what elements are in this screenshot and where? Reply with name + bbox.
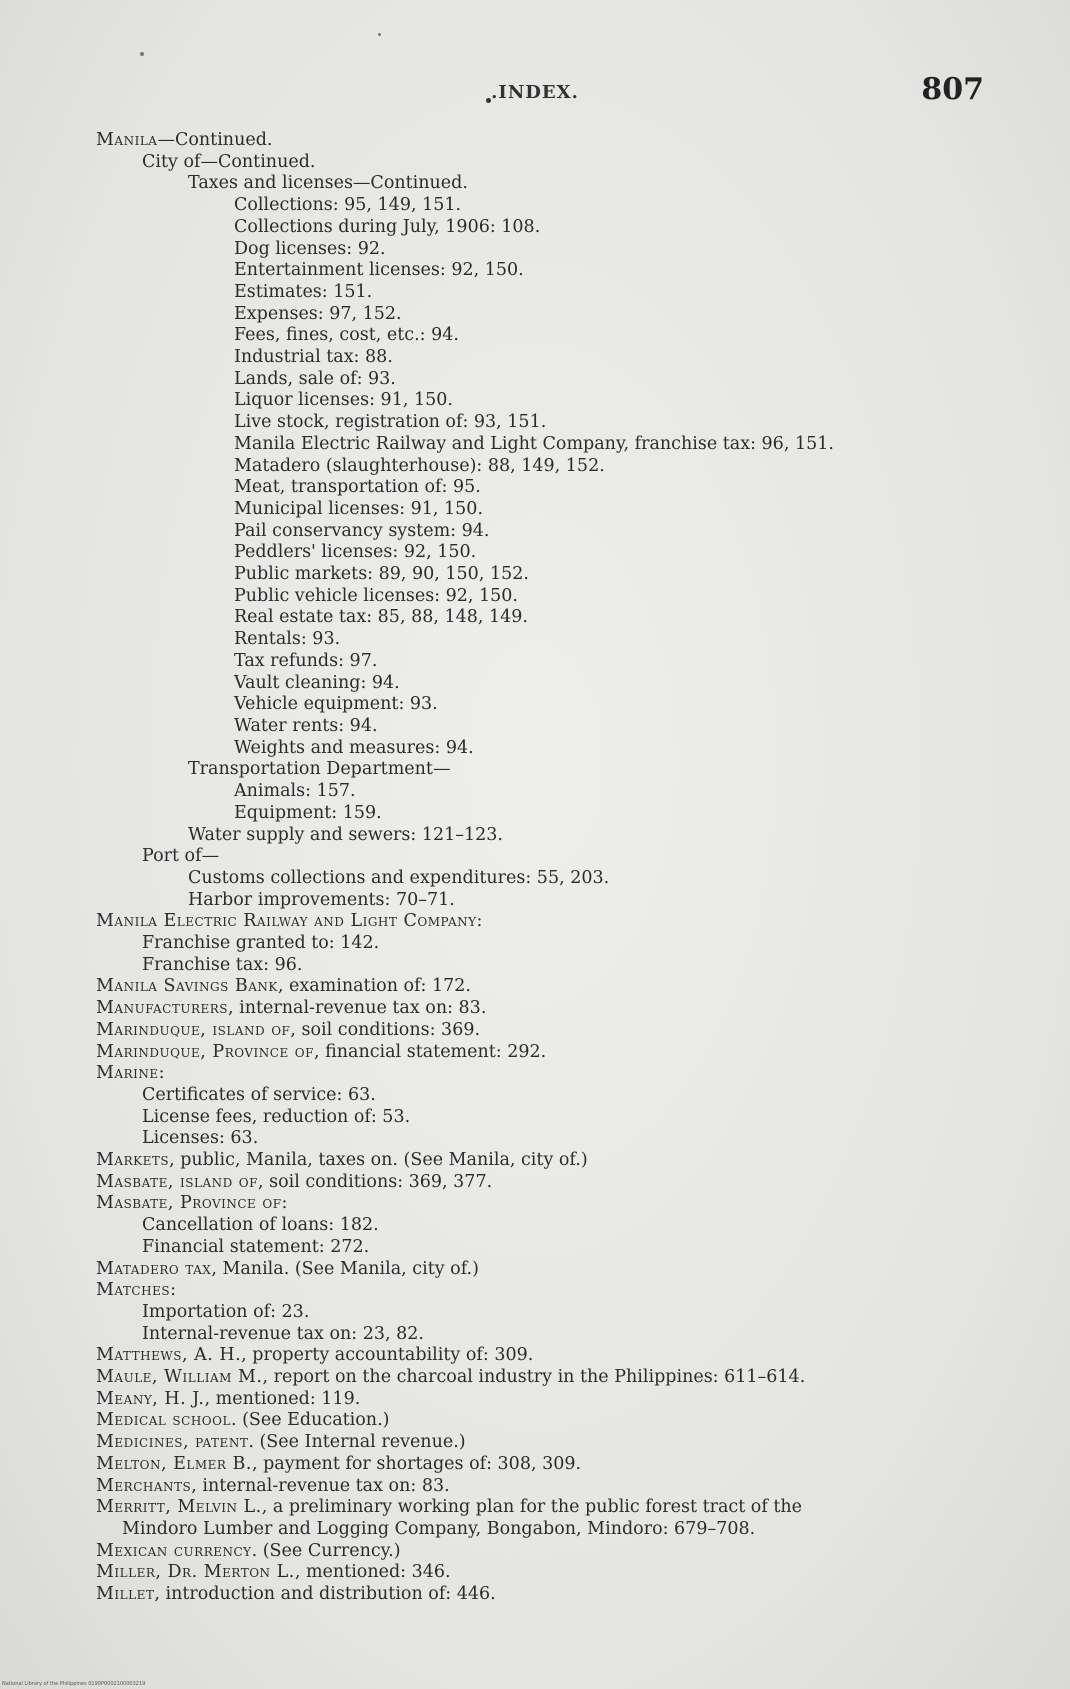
index-sub-entry — [96, 586, 996, 608]
entry-heading: Meany, H. J. — [96, 1388, 205, 1409]
index-sub-entry — [96, 477, 996, 499]
entry-text: . (See Currency.) — [251, 1540, 401, 1561]
index-sub-entry — [96, 1302, 996, 1324]
index-main-entry — [96, 1259, 996, 1281]
entry-text: Certificates of service: 63. — [142, 1084, 376, 1105]
entry-heading: Manila — [96, 130, 158, 150]
entry-text: Industrial tax: 88. — [234, 347, 393, 368]
entry-text: : — [170, 1280, 176, 1301]
entry-text: Collections during July, 1906: 108. — [234, 216, 541, 237]
entry-text: Taxes and licenses—Continued. — [188, 173, 468, 194]
entry-heading: Mexican currency — [96, 1540, 252, 1561]
index-main-entry — [96, 1497, 996, 1540]
entry-heading: Medical school — [96, 1410, 231, 1431]
entry-text: Water rents: 94. — [234, 715, 378, 736]
entry-text: Pail conservancy system: 94. — [234, 520, 490, 541]
index-sub-entry — [96, 629, 996, 651]
entry-text: Matadero (slaughterhouse): 88, 149, 152. — [234, 455, 605, 476]
entry-text: Municipal licenses: 91, 150. — [234, 498, 484, 519]
entry-heading: Matthews, A. H. — [96, 1345, 242, 1366]
index-main-entry — [96, 1150, 996, 1172]
entry-text: Meat, transportation of: 95. — [234, 477, 481, 498]
index-sub-entry — [96, 390, 996, 412]
entry-text: Tax refunds: 97. — [234, 650, 378, 671]
entry-text: Franchise granted to: 142. — [142, 933, 380, 954]
page-number: 807 — [921, 72, 984, 107]
index-sub-entry — [96, 369, 996, 391]
entry-text: Vehicle equipment: 93. — [234, 694, 438, 715]
entry-heading: Merchants — [96, 1475, 192, 1496]
entry-text: Harbor improvements: 70–71. — [188, 889, 455, 910]
index-sub-entry — [96, 933, 996, 955]
page-header-title: .INDEX. — [491, 82, 579, 103]
index-main-entry — [96, 1193, 996, 1215]
index-main-entry — [96, 1476, 996, 1498]
entry-heading: Masbate, island of — [96, 1171, 258, 1192]
entry-heading: Matches — [96, 1280, 171, 1301]
index-sub-entry — [96, 239, 996, 261]
entry-heading: Matadero tax — [96, 1258, 212, 1279]
index-sub-entry — [96, 651, 996, 673]
entry-text: Importation of: 23. — [142, 1301, 310, 1322]
entry-continuation: Mindoro Lumber and Logging Company, Bongabon, Mindoro: 679–708. — [122, 1519, 756, 1539]
index-sub-entry — [96, 173, 996, 195]
index-main-entry — [96, 1454, 996, 1476]
index-sub-entry — [96, 1085, 996, 1107]
entry-text: Water supply and sewers: 121–123. — [188, 824, 503, 845]
index-sub-entry — [96, 564, 996, 586]
index-main-entry — [96, 1020, 996, 1042]
index-main-entry — [96, 1432, 996, 1454]
entry-text: , Manila. (See Manila, city of.) — [211, 1258, 479, 1279]
index-main-entry — [96, 1280, 996, 1302]
index-main-entry — [96, 998, 996, 1020]
index-sub-entry — [96, 955, 996, 977]
entry-text: Fees, fines, cost, etc.: 94. — [234, 325, 459, 346]
index-main-entry — [96, 1063, 996, 1085]
index-main-entry — [96, 1367, 996, 1389]
entry-heading: Marinduque, Province of — [96, 1041, 314, 1062]
index-sub-entry — [96, 282, 996, 304]
entry-heading: Miller, Dr. Merton L. — [96, 1562, 295, 1583]
entry-text: Licenses: 63. — [142, 1128, 259, 1149]
entry-text: Animals: 157. — [234, 781, 356, 802]
entry-text: , property accountability of: 309. — [241, 1345, 534, 1366]
scan-speck — [378, 33, 381, 36]
entry-text: , soil conditions: 369, 377. — [257, 1171, 493, 1192]
entry-heading: Melton, Elmer B. — [96, 1453, 252, 1474]
entry-text: Collections: 95, 149, 151. — [234, 195, 462, 216]
entry-text: , soil conditions: 369. — [290, 1019, 481, 1040]
index-sub-entry — [96, 152, 996, 174]
index-sub-entry — [96, 542, 996, 564]
entry-text: , financial statement: 292. — [313, 1041, 547, 1062]
index-entry-list — [96, 130, 996, 1606]
index-main-entry — [96, 1345, 996, 1367]
entry-text: Dog licenses: 92. — [234, 238, 386, 259]
entry-text: , payment for shortages of: 308, 309. — [251, 1453, 582, 1474]
index-sub-entry — [96, 434, 996, 456]
entry-text: , internal-revenue tax on: 83. — [228, 998, 487, 1019]
index-sub-entry — [96, 521, 996, 543]
index-sub-entry — [96, 846, 996, 868]
entry-text: , internal-revenue tax on: 83. — [191, 1475, 450, 1496]
entry-text: Expenses: 97, 152. — [234, 303, 402, 324]
entry-text: : — [281, 1193, 288, 1214]
entry-text: : — [158, 1063, 165, 1084]
entry-text: , public, Manila, taxes on. (See Manila, city of.) — [169, 1150, 588, 1171]
entry-text: Real estate tax: 85, 88, 148, 149. — [234, 607, 528, 628]
entry-text: , report on the charcoal industry in the Philippines: 611–614. — [262, 1367, 806, 1388]
entry-text: Cancellation of loans: 182. — [142, 1215, 379, 1236]
index-sub-entry — [96, 1128, 996, 1150]
entry-text: Financial statement: 272. — [142, 1236, 370, 1257]
entry-text: —Continued. — [157, 130, 273, 150]
index-sub-entry — [96, 890, 996, 912]
entry-text: , introduction and distribution of: 446. — [154, 1584, 496, 1605]
index-sub-entry — [96, 325, 996, 347]
index-main-entry — [96, 1562, 996, 1584]
library-stamp: National Library of the Philippines 0190P0002100003219 — [2, 1681, 146, 1687]
entry-text: . (See Internal revenue.) — [248, 1432, 466, 1453]
entry-text: Vault cleaning: 94. — [234, 672, 400, 693]
entry-text: Liquor licenses: 91, 150. — [234, 390, 453, 411]
entry-text: . (See Education.) — [230, 1410, 390, 1431]
entry-text: Transportation Department— — [188, 759, 451, 780]
index-sub-entry — [96, 1215, 996, 1237]
entry-text: Public vehicle licenses: 92, 150. — [234, 585, 518, 606]
index-main-entry — [96, 1042, 996, 1064]
entry-text: Customs collections and expenditures: 55, 203. — [188, 867, 610, 888]
entry-heading: Medicines, patent — [96, 1432, 249, 1453]
entry-text: Port of— — [142, 846, 220, 867]
entry-text: Franchise tax: 96. — [142, 954, 303, 975]
index-sub-entry — [96, 1107, 996, 1129]
index-main-entry — [96, 130, 996, 152]
index-sub-entry — [96, 260, 996, 282]
entry-heading: Millet — [96, 1584, 155, 1605]
entry-text: Peddlers' licenses: 92, 150. — [234, 542, 477, 563]
index-main-entry — [96, 1410, 996, 1432]
entry-heading: Maule, William M. — [96, 1367, 263, 1388]
index-sub-entry — [96, 499, 996, 521]
index-sub-entry — [96, 347, 996, 369]
entry-heading: Masbate, Province of — [96, 1193, 282, 1214]
entry-text: Entertainment licenses: 92, 150. — [234, 260, 524, 281]
entry-text: Equipment: 159. — [234, 802, 382, 823]
index-sub-entry — [96, 868, 996, 890]
index-sub-entry — [96, 1324, 996, 1346]
index-sub-entry — [96, 781, 996, 803]
index-sub-entry — [96, 1237, 996, 1259]
entry-text: City of—Continued. — [142, 151, 316, 172]
entry-text: Rentals: 93. — [234, 629, 341, 650]
index-sub-entry — [96, 607, 996, 629]
entry-heading: Manufacturers — [96, 998, 228, 1019]
index-sub-entry — [96, 825, 996, 847]
index-main-entry — [96, 976, 996, 998]
scan-speck — [140, 52, 144, 56]
entry-text: Lands, sale of: 93. — [234, 368, 396, 389]
entry-heading: Marinduque, island of — [96, 1019, 291, 1040]
index-sub-entry — [96, 716, 996, 738]
index-main-entry — [96, 911, 996, 933]
index-sub-entry — [96, 456, 996, 478]
entry-text: Estimates: 151. — [234, 281, 373, 302]
index-sub-entry — [96, 738, 996, 760]
index-sub-entry — [96, 217, 996, 239]
index-sub-entry — [96, 412, 996, 434]
entry-heading: Markets — [96, 1150, 170, 1171]
entry-text: Weights and measures: 94. — [234, 737, 474, 758]
entry-text: , examination of: 172. — [277, 976, 471, 997]
index-sub-entry — [96, 803, 996, 825]
index-sub-entry — [96, 195, 996, 217]
index-main-entry — [96, 1584, 996, 1606]
entry-heading: Manila Savings Bank — [96, 976, 278, 997]
index-main-entry — [96, 1389, 996, 1411]
entry-heading: Merritt, Melvin L. — [96, 1497, 262, 1518]
index-main-entry — [96, 1541, 996, 1563]
entry-text: , a preliminary working plan for the public forest tract of the — [261, 1497, 803, 1518]
index-main-entry — [96, 1172, 996, 1194]
index-sub-entry — [96, 304, 996, 326]
entry-heading: Marine — [96, 1063, 159, 1084]
index-sub-entry — [96, 673, 996, 695]
index-sub-entry — [96, 759, 996, 781]
entry-text: Live stock, registration of: 93, 151. — [234, 412, 547, 433]
entry-text: License fees, reduction of: 53. — [142, 1106, 411, 1127]
entry-text: : — [476, 911, 483, 932]
entry-text: , mentioned: 119. — [204, 1388, 361, 1409]
entry-text: Public markets: 89, 90, 150, 152. — [234, 564, 529, 585]
entry-heading: Manila Electric Railway and Light Company — [96, 911, 477, 932]
index-sub-entry — [96, 694, 996, 716]
entry-text: Internal-revenue tax on: 23, 82. — [142, 1323, 424, 1344]
entry-text: , mentioned: 346. — [294, 1562, 451, 1583]
entry-text: Manila Electric Railway and Light Company, franchise tax: 96, 151. — [234, 433, 834, 454]
